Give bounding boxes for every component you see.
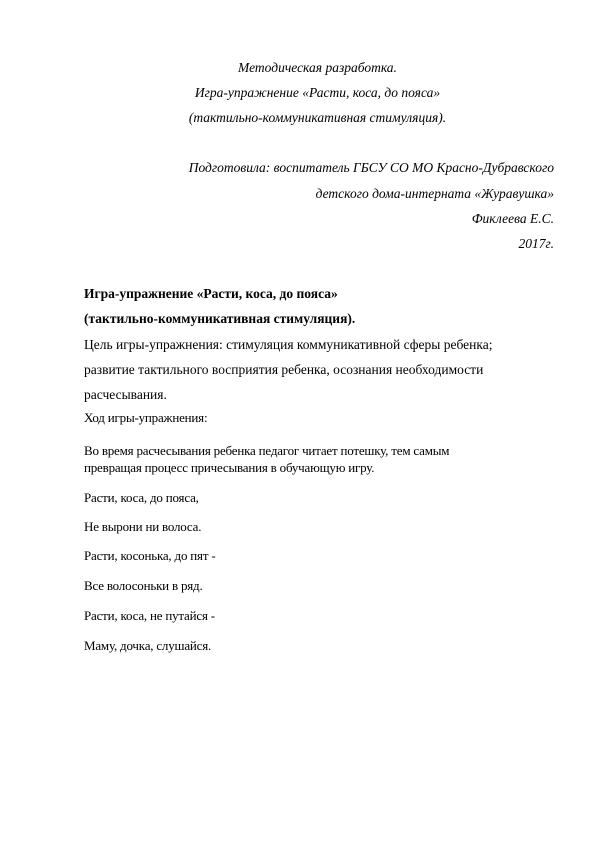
intro-line: превращая процесс причесывания в обучающую игру. — [84, 460, 375, 475]
author-line-2: детского дома-интерната «Журавушка» — [315, 186, 554, 201]
header-line-3: (тактильно-коммуникативная стимуляция). — [188, 110, 447, 125]
body-title-1: Игра-упражнение «Расти, коса, до пояса» — [84, 286, 338, 301]
goal-line: Цель игры-упражнения: стимуляция коммуникативной сферы ребенка; — [84, 337, 493, 352]
verse-line: Все волосоньки в ряд. — [84, 578, 203, 593]
header-line-1: Методическая разработка. — [238, 60, 397, 75]
verse-line: Расти, косонька, до пят - — [84, 548, 216, 563]
goal-line: развитие тактильного восприятия ребенка, осознания необходимости — [84, 362, 484, 377]
intro-line: Во время расчесывания ребенка педагог читает потешку, тем самым — [84, 443, 450, 458]
body-title-2: (тактильно-коммуникативная стимуляция). — [84, 311, 356, 326]
verse-line: Расти, коса, до пояса, — [84, 490, 199, 505]
header-line-2: Игра-упражнение «Расти, коса, до пояса» — [194, 85, 441, 100]
author-line-1: Подготовила: воспитатель ГБСУ СО МО Красно-Дубравского — [188, 160, 554, 175]
course-heading: Ход игры-упражнения: — [84, 410, 208, 425]
verse-line: Расти, коса, не путайся - — [84, 608, 215, 623]
author-year: 2017г. — [518, 236, 554, 251]
verse-line: Не вырони ни волоса. — [84, 519, 202, 534]
goal-line: расчесывания. — [84, 387, 167, 402]
verse-line: Маму, дочка, слушайся. — [84, 638, 212, 653]
author-name: Фиклеева Е.С. — [471, 211, 554, 226]
